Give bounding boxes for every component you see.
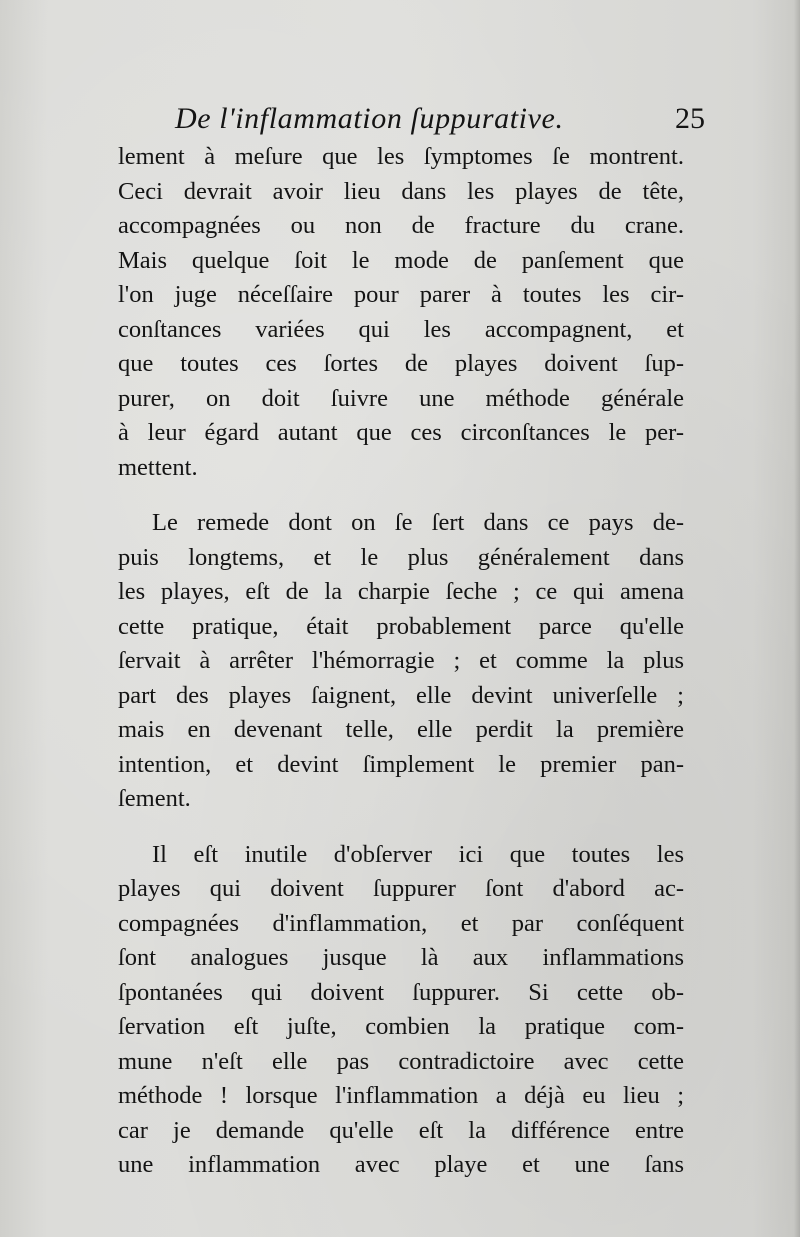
text-line: intention, et devint ſimplement le premier pan- — [118, 750, 684, 778]
page-edge-shadow — [794, 0, 800, 1237]
text-line: que toutes ces ſortes de playes doivent ſup- — [118, 350, 684, 377]
paragraph — [118, 506, 684, 817]
text-line: Ceci devrait avoir lieu dans les playes de tête, — [118, 177, 684, 205]
text-line: ſont analogues jusque là aux inflammations — [118, 944, 684, 971]
text-line: compagnées d'inflammation, et par conſéquent — [118, 909, 684, 937]
text-line: méthode ! lorsque l'inflammation a déjà eu lieu ; — [118, 1082, 684, 1109]
text-line: conſtances variées qui les accompagnent, et — [118, 315, 684, 343]
text-line: cette pratique, était probablement parce qu'elle — [118, 612, 684, 640]
text-line: une inflammation avec playe et une ſans — [118, 1151, 684, 1178]
text-line: à leur égard autant que ces circonſtances le per- — [118, 419, 684, 446]
text-line: lement à meſure que les ſymptomes ſe montrent. — [118, 143, 684, 170]
text-line: ſpontanées qui doivent ſuppurer. Si cette ob- — [118, 978, 684, 1006]
text-line: mettent. — [118, 453, 198, 481]
paragraph — [118, 838, 684, 1183]
text-line: Mais quelque ſoit le mode de panſement que — [118, 246, 684, 274]
text-line: les playes, eſt de la charpie ſeche ; ce qui amena — [118, 578, 684, 605]
paragraph-gap — [118, 817, 684, 838]
text-line: Le remede dont on ſe ſert dans ce pays de- — [152, 509, 684, 536]
text-line: ſervait à arrêter l'hémorragie ; et comme la plus — [118, 647, 684, 674]
text-line: mais en devenant telle, elle perdit la première — [118, 716, 684, 743]
text-line: mune n'eſt elle pas contradictoire avec cette — [118, 1047, 684, 1075]
text-line: ſement. — [118, 785, 191, 812]
text-line: accompagnées ou non de fracture du crane. — [118, 212, 684, 239]
text-line: playes qui doivent ſuppurer ſont d'abord ac- — [118, 875, 684, 902]
paragraph — [118, 140, 684, 485]
body-text — [118, 140, 684, 1183]
text-line: part des playes ſaignent, elle devint univerſelle ; — [118, 681, 684, 709]
text-line: ſervation eſt juſte, combien la pratique com- — [118, 1013, 684, 1040]
text-line: car je demande qu'elle eſt la différence entre — [118, 1116, 684, 1144]
running-title: De l'inflammation ſuppurative. — [175, 102, 564, 135]
running-head — [175, 100, 705, 144]
page-number: 25 — [675, 102, 705, 135]
text-line: Il eſt inutile d'obſerver ici que toutes les — [152, 840, 684, 868]
text-line: l'on juge néceſſaire pour parer à toutes les cir- — [118, 281, 684, 308]
text-line: purer, on doit ſuivre une méthode générale — [118, 384, 684, 412]
paragraph-gap — [118, 485, 684, 506]
text-line: puis longtems, et le plus généralement dans — [118, 543, 684, 571]
